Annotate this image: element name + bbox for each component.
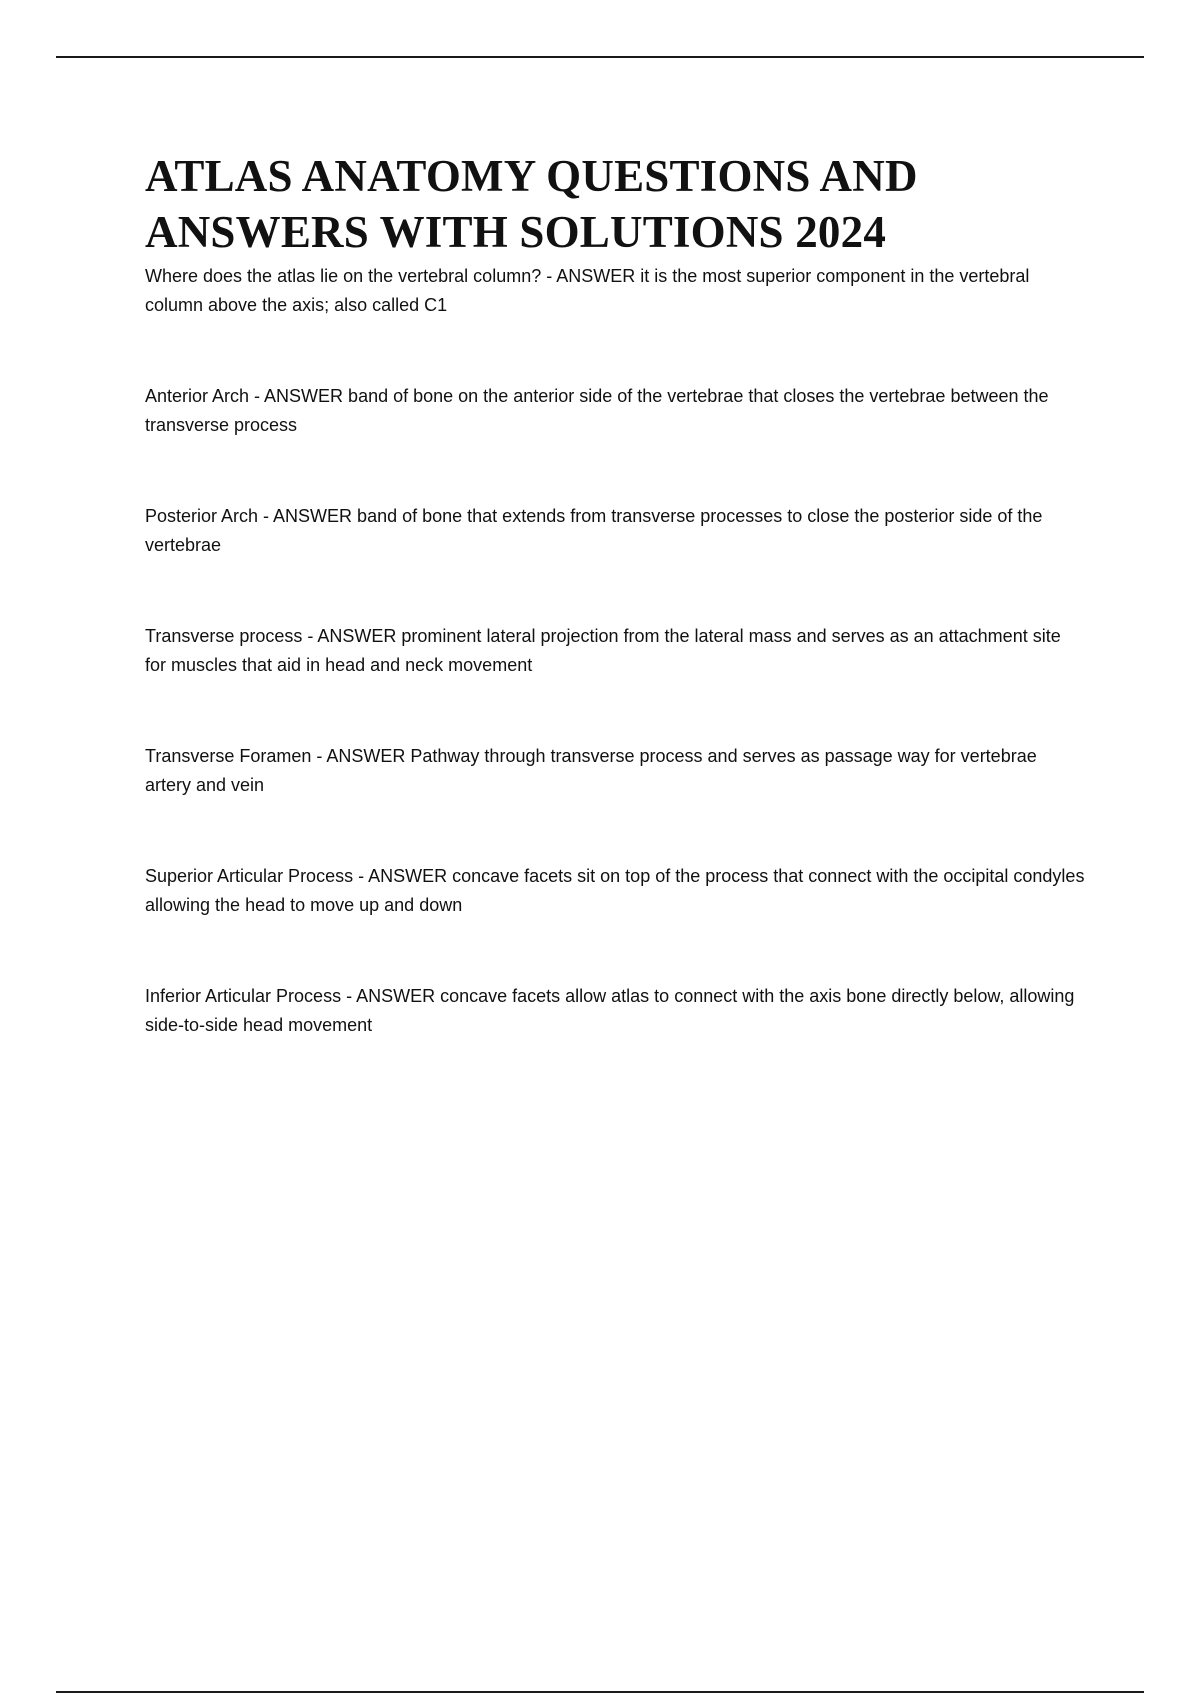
qa-entry-posterior-arch: Posterior Arch - ANSWER band of bone that extends from transverse processes to close the posterior side of the vertebrae — [145, 506, 1043, 555]
qa-entry-transverse-process: Transverse process - ANSWER prominent lateral projection from the lateral mass and serves as an attachment site for muscles that aid in head and neck movement — [145, 626, 1061, 675]
qa-entry-anterior-arch: Anterior Arch - ANSWER band of bone on the anterior side of the vertebrae that closes the vertebrae between the transverse process — [145, 386, 1049, 435]
qa-entry-atlas-location: Where does the atlas lie on the vertebral column? - ANSWER it is the most superior component in the vertebral column above the axis; also called C1 — [145, 266, 1030, 315]
qa-list — [145, 262, 1085, 1040]
qa-entry-transverse-foramen: Transverse Foramen - ANSWER Pathway through transverse process and serves as passage way for vertebrae artery and vein — [145, 746, 1037, 795]
qa-entry-superior-articular-process: Superior Articular Process - ANSWER concave facets sit on top of the process that connect with the occipital condyles allowing the head to move up and down — [145, 866, 1085, 915]
qa-entry-inferior-articular-process: Inferior Articular Process - ANSWER concave facets allow atlas to connect with the axis bone directly below, allowing side-to-side head movement — [145, 986, 1075, 1035]
header-rule — [56, 56, 1144, 58]
footer-rule — [56, 1691, 1144, 1693]
document-title: ATLAS ANATOMY QUESTIONS AND ANSWERS WITH SOLUTIONS 2024 — [145, 151, 918, 257]
document-body — [145, 148, 1085, 1102]
